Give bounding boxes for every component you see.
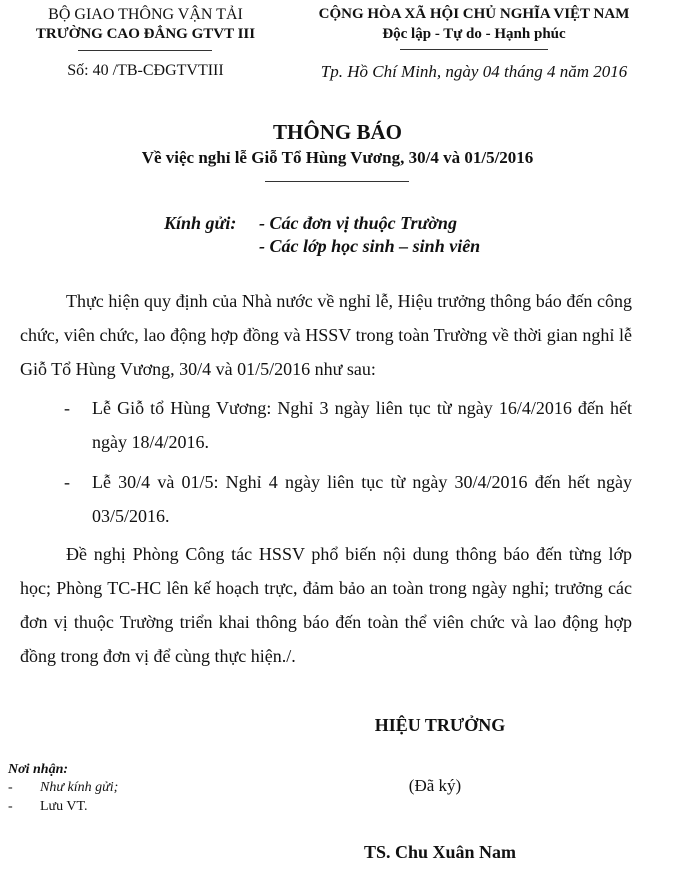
recipients-label: Kính gửi: bbox=[164, 213, 237, 233]
distribution-dash: - bbox=[8, 780, 13, 795]
document-subtitle: Về việc nghỉ lễ Giỗ Tổ Hùng Vương, 30/4 và 01/5/2016 bbox=[141, 148, 534, 167]
place-date: Tp. Hồ Chí Minh, ngày 04 tháng 4 năm 2016 bbox=[320, 62, 628, 81]
distribution-item: Lưu VT. bbox=[40, 799, 88, 814]
header-left-divider bbox=[78, 50, 212, 51]
bullet-dash: - bbox=[64, 398, 70, 418]
recipient-classes: - Các lớp học sinh – sinh viên bbox=[259, 236, 481, 256]
intro-paragraph: Thực hiện quy định của Nhà nước về nghỉ lễ, Hiệu trưởng thông báo đến công chức, viên chức, lao động hợp đồng và HSSV trong toàn Trường về thời gian nghỉ lễ Giỗ Tổ Hùng Vương, 30/4 và 01/5/2016 như sau: bbox=[20, 291, 632, 379]
header-right-divider bbox=[400, 49, 548, 50]
bullet-april-may: Lễ 30/4 và 01/5: Nghỉ 4 ngày liên tục từ ngày 30/4/2016 đến hết ngày 03/5/2016. bbox=[92, 472, 632, 526]
title-divider bbox=[265, 181, 409, 182]
recipient-units: - Các đơn vị thuộc Trường bbox=[259, 213, 457, 233]
distribution-label: Nơi nhận: bbox=[8, 762, 69, 777]
signed-mark: (Đã ký) bbox=[408, 776, 462, 795]
signer-position: HIỆU TRƯỞNG bbox=[374, 715, 506, 735]
document-number: Số: 40 /TB-CĐGTVTIII bbox=[67, 62, 224, 79]
distribution-dash: - bbox=[8, 799, 13, 814]
signer-name: TS. Chu Xuân Nam bbox=[363, 842, 517, 862]
country-name: CỘNG HÒA XÃ HỘI CHỦ NGHĨA VIỆT NAM bbox=[318, 6, 630, 22]
ministry-name: BỘ GIAO THÔNG VẬN TẢI bbox=[48, 6, 243, 23]
national-motto: Độc lập - Tự do - Hạnh phúc bbox=[382, 26, 566, 42]
bullet-dash: - bbox=[64, 472, 70, 492]
distribution-item: Như kính gửi; bbox=[40, 780, 119, 795]
bullet-hung-vuong: Lễ Giỗ tổ Hùng Vương: Nghỉ 3 ngày liên tục từ ngày 16/4/2016 đến hết ngày 18/4/2016. bbox=[92, 398, 632, 452]
document-title: THÔNG BÁO bbox=[273, 120, 402, 144]
school-name: TRƯỜNG CAO ĐẲNG GTVT III bbox=[35, 26, 256, 42]
closing-paragraph: Đề nghị Phòng Công tác HSSV phổ biến nội dung thông báo đến từng lớp học; Phòng TC-HC lên kế hoạch trực, đảm bảo an toàn trong ngày nghỉ; trưởng các đơn vị thuộc Trường triển khai thông báo đến toàn thể viên chức và lao động hợp đồng trong đơn vị để cùng thực hiện./. bbox=[20, 544, 632, 666]
